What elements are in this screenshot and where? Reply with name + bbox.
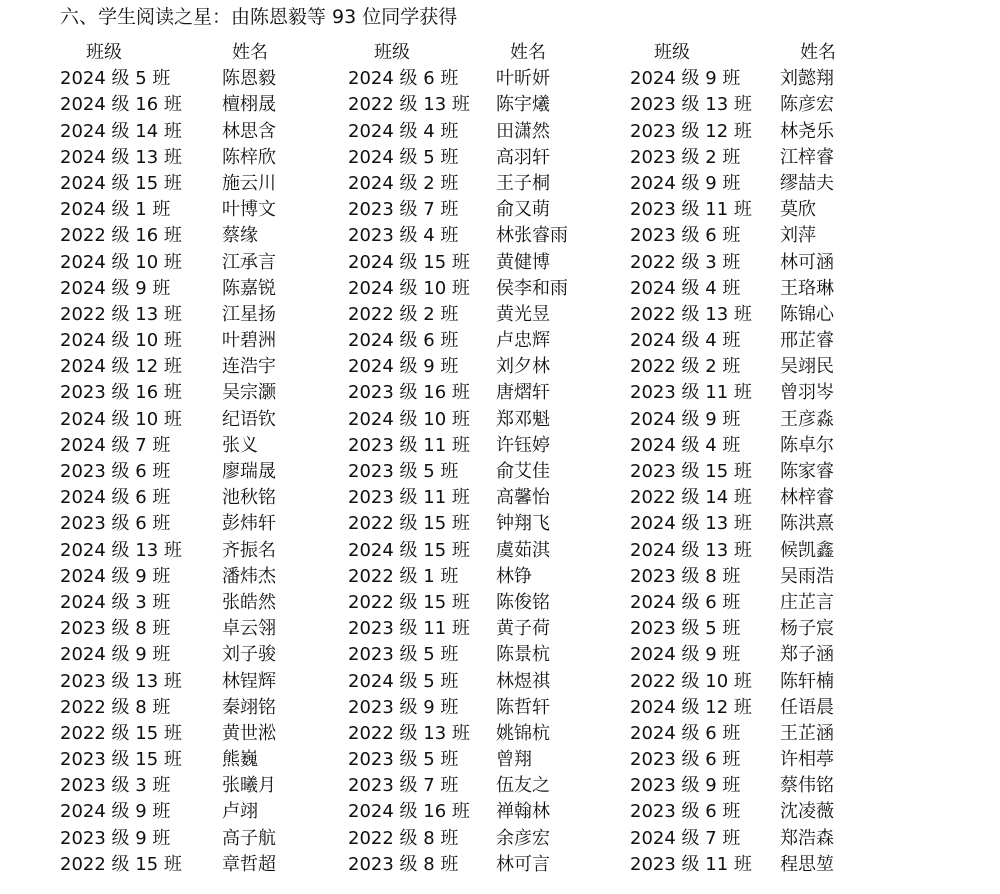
class-cell: 2023 级 15 班 [60,749,182,771]
class-cell: 2024 级 10 班 [60,251,182,273]
class-cell: 2024 级 9 班 [60,801,171,823]
table-row [0,197,1000,223]
name-cell: 连浩宇 [222,356,276,378]
header-class-1: 班级 [86,42,122,63]
name-cell: 侯李和雨 [496,277,568,299]
name-cell: 林尧乐 [780,120,834,142]
name-cell: 姚锦杭 [496,722,550,744]
name-cell: 林锃辉 [222,670,276,692]
table-row [0,695,1000,721]
class-cell: 2023 级 11 班 [348,618,470,640]
header-name-2: 姓名 [510,42,546,63]
name-cell: 陈恩毅 [222,68,276,90]
name-cell: 黄健博 [496,251,550,273]
table-row [0,433,1000,459]
class-cell: 2023 级 7 班 [348,775,459,797]
name-cell: 高子航 [222,827,276,849]
name-cell: 陈俊铭 [496,591,550,613]
class-cell: 2023 级 7 班 [348,199,459,221]
name-cell: 刘子骏 [222,644,276,666]
class-cell: 2024 级 9 班 [60,644,171,666]
class-cell: 2023 级 8 班 [60,618,171,640]
class-cell: 2024 级 13 班 [630,539,752,561]
class-cell: 2024 级 1 班 [60,199,171,221]
class-cell: 2024 级 15 班 [348,251,470,273]
name-cell: 陈嘉锐 [222,277,276,299]
class-cell: 2024 级 12 班 [630,696,752,718]
table-row [0,223,1000,249]
class-cell: 2023 级 8 班 [630,565,741,587]
class-cell: 2024 级 6 班 [348,330,459,352]
table-row [0,380,1000,406]
name-cell: 庄芷言 [780,591,834,613]
name-cell: 张义 [222,434,258,456]
header-class-3: 班级 [654,42,690,63]
class-cell: 2023 级 4 班 [348,225,459,247]
name-cell: 林梓睿 [780,487,834,509]
name-cell: 章哲超 [222,853,276,875]
class-cell: 2024 级 2 班 [348,172,459,194]
name-cell: 王子桐 [496,172,550,194]
class-cell: 2023 级 9 班 [348,696,459,718]
table-row [0,669,1000,695]
class-cell: 2023 级 11 班 [348,487,470,509]
class-cell: 2024 级 9 班 [348,356,459,378]
name-cell: 江梓睿 [780,146,834,168]
class-cell: 2024 级 3 班 [60,591,171,613]
class-cell: 2022 级 3 班 [630,251,741,273]
class-cell: 2023 级 13 班 [60,670,182,692]
name-cell: 田潇然 [496,120,550,142]
table-row [0,171,1000,197]
class-cell: 2024 级 15 班 [348,539,470,561]
class-cell: 2024 级 13 班 [60,539,182,561]
name-cell: 陈轩楠 [780,670,834,692]
class-cell: 2022 级 13 班 [348,94,470,116]
name-cell: 施云川 [222,172,276,194]
class-cell: 2022 级 13 班 [60,303,182,325]
name-cell: 卓云翎 [222,618,276,640]
name-cell: 程思堃 [780,853,834,875]
name-cell: 许相葶 [780,749,834,771]
class-cell: 2023 级 5 班 [630,618,741,640]
class-cell: 2024 级 9 班 [630,68,741,90]
table-row [0,354,1000,380]
name-cell: 熊巍 [222,749,258,771]
table-row [0,119,1000,145]
name-cell: 唐熠轩 [496,382,550,404]
class-cell: 2022 级 16 班 [60,225,182,247]
name-cell: 陈彦宏 [780,94,834,116]
name-cell: 卢忠辉 [496,330,550,352]
name-cell: 邢芷睿 [780,330,834,352]
class-cell: 2023 级 16 班 [60,382,182,404]
class-cell: 2023 级 11 班 [630,199,752,221]
table-row [0,852,1000,878]
class-cell: 2023 级 12 班 [630,120,752,142]
class-cell: 2022 级 2 班 [348,303,459,325]
name-cell: 郑子涵 [780,644,834,666]
name-cell: 黄光昱 [496,303,550,325]
class-cell: 2023 级 6 班 [630,749,741,771]
class-cell: 2024 级 14 班 [60,120,182,142]
name-cell: 莫欣 [780,199,816,221]
name-cell: 吴雨浩 [780,565,834,587]
class-cell: 2023 级 5 班 [348,749,459,771]
name-cell: 王彦淼 [780,408,834,430]
name-cell: 陈洪熹 [780,513,834,535]
name-cell: 任语晨 [780,696,834,718]
name-cell: 余彦宏 [496,827,550,849]
table-row [0,799,1000,825]
name-cell: 郑邓魁 [496,408,550,430]
name-cell: 俞艾佳 [496,461,550,482]
class-cell: 2024 级 13 班 [630,513,752,535]
class-cell: 2022 级 15 班 [348,513,470,535]
name-cell: 杨子宸 [780,618,834,640]
table-row [0,485,1000,511]
name-cell: 纪语钦 [222,408,276,430]
name-cell: 张皓然 [222,591,276,613]
class-cell: 2024 级 9 班 [630,408,741,430]
class-cell: 2022 级 14 班 [630,487,752,509]
name-cell: 曾翔 [496,749,532,771]
class-cell: 2023 级 9 班 [60,827,171,849]
header-name-3: 姓名 [800,42,836,63]
name-cell: 俞又萌 [496,199,550,221]
class-cell: 2023 级 8 班 [348,853,459,875]
name-cell: 潘炜杰 [222,565,276,587]
name-cell: 叶碧洲 [222,330,276,352]
class-cell: 2022 级 1 班 [348,565,459,587]
table-row [0,590,1000,616]
class-cell: 2024 级 6 班 [348,68,459,90]
class-cell: 2024 级 5 班 [60,68,171,90]
class-cell: 2022 级 15 班 [60,853,182,875]
class-cell: 2023 级 13 班 [630,94,752,116]
class-cell: 2024 级 6 班 [60,487,171,509]
class-cell: 2024 级 16 班 [60,94,182,116]
class-cell: 2024 级 7 班 [630,827,741,849]
class-cell: 2024 级 6 班 [630,591,741,613]
name-cell: 陈景杭 [496,644,550,666]
name-cell: 蔡缘 [222,225,258,247]
name-cell: 王珞琳 [780,277,834,299]
name-cell: 高馨怡 [496,487,550,509]
class-cell: 2024 级 4 班 [630,330,741,352]
table-row [0,747,1000,773]
class-cell: 2022 级 15 班 [60,722,182,744]
name-cell: 林铮 [496,565,532,587]
table-row [0,407,1000,433]
table-row [0,66,1000,92]
name-cell: 刘夕林 [496,356,550,378]
class-cell: 2024 级 13 班 [60,146,182,168]
class-cell: 2024 级 12 班 [60,356,182,378]
section-heading: 六、学生阅读之星：由陈恩毅等 93 位同学获得 [60,6,458,28]
name-cell: 刘萍 [780,225,816,247]
name-cell: 陈宇爔 [496,94,550,116]
table-row [0,328,1000,354]
class-cell: 2024 级 10 班 [348,277,470,299]
table-row [0,250,1000,276]
class-cell: 2024 级 9 班 [60,277,171,299]
class-cell: 2024 级 10 班 [60,408,182,430]
class-cell: 2024 级 4 班 [630,277,741,299]
class-cell: 2023 级 2 班 [630,146,741,168]
name-cell: 陈锦心 [780,303,834,325]
name-cell: 郑浩森 [780,827,834,849]
name-cell: 卢翊 [222,801,258,823]
class-cell: 2024 级 10 班 [60,330,182,352]
name-cell: 叶博文 [222,199,276,221]
table-row [0,773,1000,799]
name-cell: 高羽轩 [496,146,550,168]
name-cell: 候凯鑫 [780,539,834,561]
class-cell: 2023 级 11 班 [630,853,752,875]
class-cell: 2024 级 10 班 [348,408,470,430]
name-cell: 黄子荷 [496,618,550,640]
name-cell: 禅翰林 [496,801,550,823]
name-cell: 王芷涵 [780,722,834,744]
name-cell: 林思含 [222,120,276,142]
class-cell: 2022 级 15 班 [348,591,470,613]
name-cell: 叶昕妍 [496,68,550,90]
class-cell: 2023 级 5 班 [348,644,459,666]
table-row [0,92,1000,118]
name-cell: 伍友之 [496,775,550,797]
name-cell: 秦翊铭 [222,696,276,718]
class-cell: 2023 级 3 班 [60,775,171,797]
class-cell: 2024 级 9 班 [60,565,171,587]
name-cell: 缪喆夫 [780,172,834,194]
name-cell: 刘懿翔 [780,68,834,90]
class-cell: 2024 级 9 班 [630,644,741,666]
name-cell: 虞茹淇 [496,539,550,561]
class-cell: 2023 级 6 班 [60,461,171,482]
class-cell: 2024 级 16 班 [348,801,470,823]
class-cell: 2023 级 5 班 [348,461,459,482]
name-cell: 齐振名 [222,539,276,561]
table-row [0,721,1000,747]
table-row [0,616,1000,642]
name-cell: 黄世淞 [222,722,276,744]
class-cell: 2023 级 6 班 [60,513,171,535]
name-cell: 吴宗灏 [222,382,276,404]
class-cell: 2023 级 11 班 [630,382,752,404]
class-cell: 2024 级 7 班 [60,434,171,456]
student-table [0,40,1000,878]
class-cell: 2024 级 9 班 [630,172,741,194]
table-row [0,564,1000,590]
name-cell: 许钰婷 [496,434,550,456]
name-cell: 池秋铭 [222,487,276,509]
name-cell: 陈梓欣 [222,146,276,168]
table-row [0,276,1000,302]
name-cell: 林可涵 [780,251,834,273]
name-cell: 廖瑞晟 [222,461,276,482]
class-cell: 2024 级 15 班 [60,172,182,194]
class-cell: 2024 级 5 班 [348,146,459,168]
table-row [0,145,1000,171]
name-cell: 曾羽岑 [780,382,834,404]
name-cell: 江星扬 [222,303,276,325]
class-cell: 2023 级 9 班 [630,775,741,797]
name-cell: 张曦月 [222,775,276,797]
name-cell: 沈凌薇 [780,801,834,823]
table-row [0,459,1000,485]
name-cell: 江承言 [222,251,276,273]
class-cell: 2024 级 4 班 [348,120,459,142]
name-cell: 彭炜轩 [222,513,276,535]
name-cell: 蔡伟铭 [780,775,834,797]
class-cell: 2023 级 16 班 [348,382,470,404]
class-cell: 2022 级 2 班 [630,356,741,378]
class-cell: 2023 级 6 班 [630,801,741,823]
table-row [0,511,1000,537]
name-cell: 檀栩晟 [222,94,276,116]
header-class-2: 班级 [374,42,410,63]
class-cell: 2023 级 15 班 [630,461,752,482]
class-cell: 2022 级 8 班 [60,696,171,718]
table-row [0,642,1000,668]
class-cell: 2024 级 5 班 [348,670,459,692]
name-cell: 吴翊民 [780,356,834,378]
name-cell: 陈卓尔 [780,434,834,456]
class-cell: 2024 级 6 班 [630,722,741,744]
name-cell: 钟翔飞 [496,513,550,535]
header-name-1: 姓名 [232,42,268,63]
class-cell: 2024 级 4 班 [630,434,741,456]
class-cell: 2023 级 11 班 [348,434,470,456]
class-cell: 2022 级 13 班 [348,722,470,744]
name-cell: 林煜祺 [496,670,550,692]
table-header-row [0,40,1000,66]
name-cell: 陈哲轩 [496,696,550,718]
class-cell: 2023 级 6 班 [630,225,741,247]
name-cell: 陈家睿 [780,461,834,482]
class-cell: 2022 级 10 班 [630,670,752,692]
name-cell: 林张睿雨 [496,225,568,247]
class-cell: 2022 级 8 班 [348,827,459,849]
table-row [0,302,1000,328]
table-row [0,826,1000,852]
class-cell: 2022 级 13 班 [630,303,752,325]
name-cell: 林可言 [496,853,550,875]
table-row [0,538,1000,564]
